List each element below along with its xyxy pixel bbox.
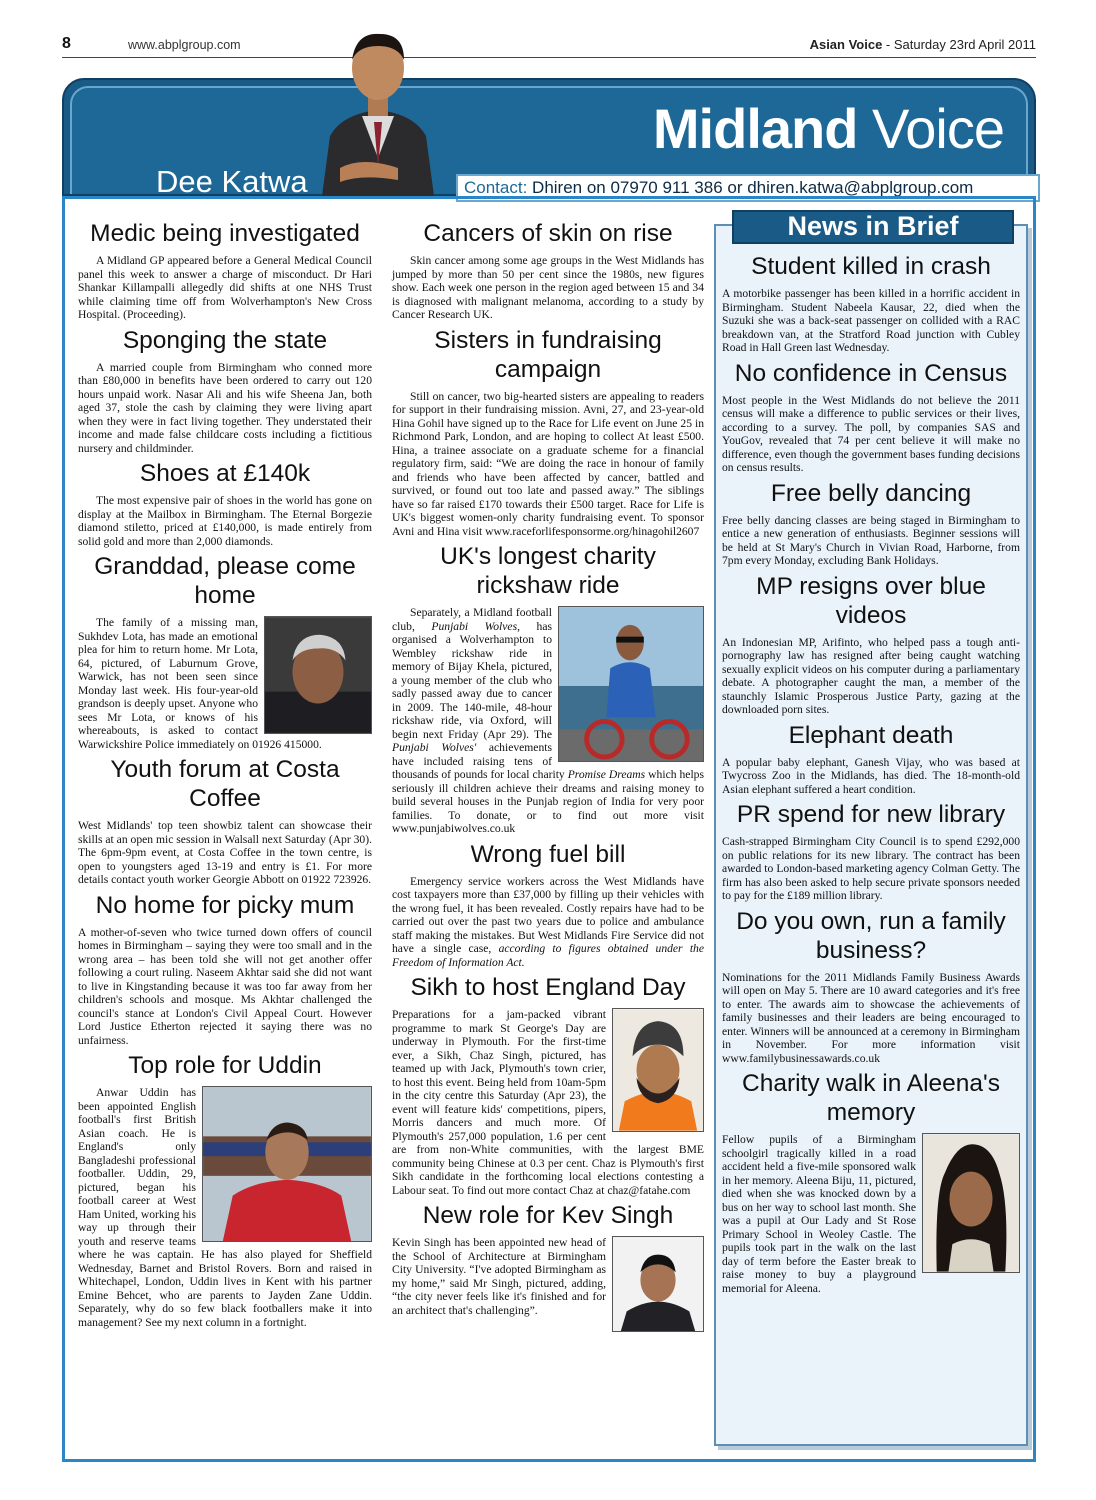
story-body: Free belly dancing classes are being staged in Birmingham to entice a new generation of enthusiasts. Beginner sessions will be held at St Mary's Church in Vivian Road, Harborne, from 7pm every Monday, excluding Bank Holidays.	[722, 513, 1020, 567]
page-header	[62, 30, 1036, 60]
kevin-singh-photo	[612, 1236, 704, 1332]
headline: Elephant death	[788, 721, 954, 749]
header-rule	[62, 57, 1036, 58]
bijay-khela-photo	[558, 606, 704, 762]
section-title	[653, 96, 1004, 161]
story-body: A mother-of-seven who twice turned down offers of council homes in Birmingham – saying they were too small and in the wrong area – has been told she will not get another offer following a court ruling. Naseem Akhtar said she did not want to live in Kingstanding because it was too far away from her children's schools and mosque. Ms Akhtar challenged the council's stance at London's Civil Appeal Court. However Lord Justice Etherton rejected it saying there was no unfairness.	[78, 925, 372, 1047]
columnist-photo	[312, 18, 444, 196]
story-body: Preparations for a jam-packed vibrant programme to mark St George's Day are underway in Plymouth. For the first-time ever, a Sikh, Chaz Singh, pictured, has teamed up with Jack, Plymouth's town crier, to host this event. Being held from 10am-5pm in the city centre this Saturday (Apr 23), the event will feature kids' competitions, pipers, Morris dancers and much more. Of Plymouth's 257,000 population, 1.6 per cent are from non-White communities, with the largest BME community being Chinese at 0.3 per cent. Chaz is Plymouth's first Sikh candidate in the forthcoming local elections contesting a Labour seat. To find out more contact Chaz at chaz@fatahe.com	[392, 1008, 704, 1197]
brief-item	[722, 479, 1020, 568]
story-body: Cash-strapped Birmingham City Council is to spend £292,000 on public relations for its new library. The contract has been awarded to London-based marketing agency Colman Getty. The firm has also been asked to help secure private sponsors needed to pay for the £189 million library.	[722, 835, 1020, 902]
chaz-singh-photo	[612, 1008, 704, 1132]
headline: Youth forum at Costa Coffee	[110, 756, 340, 812]
headline: Wrong fuel bill	[470, 840, 626, 868]
contact-details: Dhiren on 07970 911 386 or dhiren.katwa@abplgroup.com	[527, 178, 974, 197]
story	[78, 891, 372, 1048]
team-name: Punjabi Wolves'	[392, 741, 477, 754]
story-body: Anwar Uddin has been appointed English football's first British Asian coach. He is England's only Bangladeshi professional footballer. Uddin, 29, pictured, began his football career at West Ham United, working his way up through their youth and reserve teams where he was captain. He has also played for Sheffield Wednesday, Barnet and Bristol Rovers. Born and raised in Whitechapel, London, Uddin lives in Kent with his partner Emine Behcet, who are parents to Jayden Zane Uddin. Separately, why do so few black footballers make it into management? See my next column in a fortnight.	[78, 1086, 372, 1329]
story-text: Emergency service workers across the West Midlands have cost taxpayers more than £37,000 by filling up their vehicles with the wrong fuel, it has been revealed. Costly repairs have had to be carried out over the past two years due to police and ambulance staff making the mistakes. But West Midlands Fire Service did not have a single case,	[392, 874, 704, 955]
headline: Top role for Uddin	[128, 1052, 322, 1079]
section-banner	[62, 78, 1036, 199]
story	[78, 326, 372, 456]
headline: Sponging the state	[122, 326, 328, 354]
story-body: The family of a missing man, Sukhdev Lota, has made an emotional plea for him to return home. Mr Lota, 64, pictured, of Laburnum Grove, Warwick, has not been seen since Monday last week. His four-year-old grandson is deeply upset. Anyone who sees Mr Lota, or knows of his whereabouts, is asked to contact Warwickshire Police immediately on 01926 415000.	[78, 616, 322, 751]
headline: Sikh to host England Day	[410, 974, 686, 1001]
story-text: , has organised a Wolverhampton to Wembley rickshaw ride in memory of Bijay Khela, pictured, a young member of the club who sadly passed away due to cancer in 2009. The 140-mile, 48-hour rickshaw ride, via Oxford, will begin next Friday (Apr 29). The	[392, 619, 552, 741]
column-3	[722, 248, 1020, 1299]
story	[78, 219, 372, 322]
headline: Free belly dancing	[770, 479, 972, 507]
story-body: Most people in the West Midlands do not believe the 2011 census will make a difference to public services or their lives, according to a survey. The poll, by companies SAS and YouGov, revealed that 74 per cent believe it will make no difference, even though the government bases funding decisions on census results.	[722, 393, 1020, 474]
story	[392, 219, 704, 322]
story-text: Separately, a Midland football club,	[392, 606, 552, 633]
issue-info	[810, 37, 1036, 52]
story	[78, 459, 372, 548]
headline: MP resigns over blue videos	[756, 572, 986, 629]
brief-item	[722, 359, 1020, 475]
headline: UK's longest charity rickshaw ride	[440, 543, 656, 599]
charity-name: Promise Dreams	[567, 768, 646, 781]
story-body: An Indonesian MP, Arifinto, who helped pass a tough anti-pornography law has resigned after being caught watching sexually explicit videos on his computer during a parliamentary debate. A photographer caught the man, a member of the staunchly Islamic Prosperous Justice Party, gazing at the downloaded porn sites.	[722, 635, 1020, 716]
section-title-bold: Midland	[652, 97, 858, 160]
brief-item	[722, 800, 1020, 903]
team-name: Punjabi Wolves	[431, 619, 518, 633]
story	[392, 973, 704, 1197]
brief-item	[722, 252, 1020, 355]
story	[78, 1051, 372, 1329]
story-body: West Midlands' top teen showbiz talent can showcase their skills at an open mic session in Walsall next Saturday (Apr 30). The 6pm-9pm event, at Costa Coffee in the town centre, is open to youngsters aged 13-19 and entry is £1. For more details contact youth worker Georgie Abbott on 01922 723926.	[78, 819, 372, 886]
story-body: Kevin Singh has been appointed new head of the School of Architecture at Birmingham City University. “I've adopted Birmingham as my home,” said Mr Singh, pictured, adding, “the city never feels like it's finished and for an architect that's challenging”.	[392, 1236, 606, 1317]
banner-inner	[70, 86, 1028, 199]
story	[392, 542, 704, 836]
story	[392, 840, 704, 970]
story	[392, 326, 704, 539]
headline: PR spend for new library	[736, 801, 1006, 828]
column-1	[78, 215, 372, 1333]
anwar-uddin-photo	[202, 1086, 372, 1242]
headline: Charity walk in Aleena's memory	[742, 1070, 1000, 1126]
aleena-biju-photo	[922, 1133, 1020, 1273]
headline: Student killed in crash	[751, 253, 991, 280]
contact-label: Contact:	[464, 178, 528, 197]
headline: Medic being investigated	[90, 220, 360, 247]
brief-item	[722, 572, 1020, 717]
story	[78, 552, 372, 751]
story-body: Skin cancer among some age groups in the West Midlands has jumped by more than 50 per cent since the 1980s, new figures show. Each week one person in the region aged between 15 and 34 is diagnosed with malignant melanoma, according to a study by Cancer Research UK.	[392, 254, 704, 321]
story-body: Fellow pupils of a Birmingham schoolgirl tragically killed in a road accident held a five-mile sponsored walk in her memory. Aleena Biju, 11, pictured, died when she was knocked down by a bus on her way to school last month. She was a pupil at Our Lady and St Rose Primary School in Weoley Castle. The pupils took part in the walk on the last day of term before the Easter break to raise money to buy a playground memorial for Aleena.	[722, 1133, 916, 1295]
headline: New role for Kev Singh	[422, 1202, 674, 1229]
headline: Cancers of skin on rise	[423, 220, 673, 247]
story-body: A popular baby elephant, Ganesh Vijay, who was based at Twycross Zoo in the Midlands, has died. The 18-month-old Asian elephant suffered a heart condition.	[722, 755, 1020, 796]
story-text: which helps seriously ill children achieve their dreams and raising money to build several houses in the Punjab region of India for very poor families. To donate, or to find out more visit www.punjabiwolves.co.uk	[392, 768, 704, 835]
headline: No home for picky mum	[95, 891, 355, 919]
story-body: A married couple from Birmingham who conned more than £80,000 in benefits have been ordered to carry out 120 hours unpaid work. Nasar Ali and his wife Sheena Jan, both aged 37, stole the cash by claiming they were living apart when they were in fact living together. They understated their income and made false childcare costs including a fictitious nursery and childminder.	[78, 360, 372, 455]
story-body: A motorbike passenger has been killed in a horrific accident in Birmingham. Student Nabeela Kausar, 22, died when the Suzuki she was a back-seat passenger on collided with a RAC breakdown van, at the Stratford Road junction with Cubley Road in Hall Green last Wednesday.	[722, 287, 1020, 354]
website-link[interactable]: www.abplgroup.com	[128, 38, 241, 52]
headline: Do you own, run a family business?	[736, 907, 1006, 964]
story	[78, 755, 372, 887]
news-in-brief-title: News in Brief	[732, 210, 1014, 244]
brief-item	[722, 721, 1020, 797]
headline: Shoes at £140k	[139, 460, 311, 487]
story-body: Nominations for the 2011 Midlands Family Business Awards will open on May 5. There are 10 award categories and it's free to enter. The awards aim to showcase the achievements of family businesses and their leaders are being encouraged to enter. Winners will be announced at a ceremony in Birmingham in November. For more information visit www.familybusinessawards.co.uk	[722, 970, 1020, 1065]
sukhdev-lota-photo	[264, 616, 372, 734]
columnist-name: Dee Katwa	[156, 164, 308, 199]
issue-date: - Saturday 23rd April 2011	[882, 37, 1036, 52]
story-body: Still on cancer, two big-hearted sisters are appealing to readers for support in their fundraising mission. Avni, 27, and 23-year-old Hina Gohil have signed up to the Race for Life event on June 25 in Richmond Park, London, and are hoping to collect At least £500. Hina, a trainee associate on a graduate scheme for a financial regulatory firm, said: “We are doing the race in honour of family and friends who have been affected by cancer, battled and survived, or found out too late and passed away.” The siblings have so far raised £170 towards their £500 target. Race for Life is UK's biggest women-only charity fundraising event. To sponsor Avni and Hina visit www.raceforlifesponsorme.org/hinagohil2607	[392, 389, 704, 538]
page-number: 8	[62, 35, 71, 52]
headline: No confidence in Census	[734, 359, 1008, 387]
story-body: The most expensive pair of shoes in the world has gone on display at the Mailbox in Birmingham. The Eternal Borgezie diamond stiletto, priced at £140,000, is made entirely from solid gold and more than 2,000 diamonds.	[78, 494, 372, 548]
publication-name: Asian Voice	[809, 37, 883, 52]
story	[392, 1201, 704, 1317]
headline: Granddad, please come home	[94, 553, 356, 609]
column-2	[392, 215, 704, 1334]
brief-item	[722, 1069, 1020, 1295]
story-body: A Midland GP appeared before a General Medical Council panel this week to answer a charge of misconduct. Dr Hari Shankar Killampalli allegedly did shifts at one NHS Trust while claiming time off from Wolverhampton's New Cross Hospital. (Proceeding).	[78, 254, 372, 321]
story-italic: according to figures obtained under the Freedom of Information Act.	[392, 942, 704, 969]
headline: Sisters in fundraising campaign	[434, 326, 662, 383]
story-body	[392, 875, 704, 970]
section-title-light: Voice	[857, 97, 1004, 160]
brief-item	[722, 907, 1020, 1066]
story-text: achievements have included raising tens of thousands of pounds for local charity	[392, 741, 568, 781]
